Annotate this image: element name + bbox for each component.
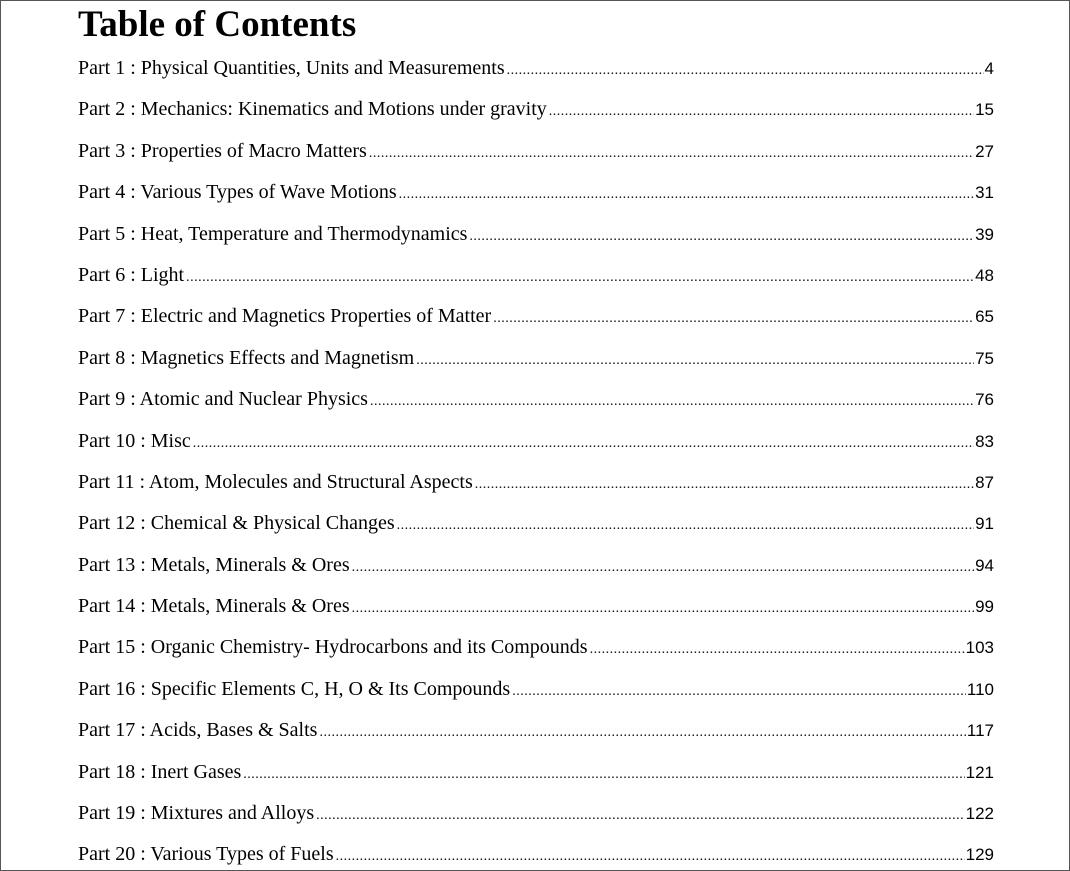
toc-page-number: 87 — [975, 472, 994, 492]
toc-entry-label: Part 9 : Atomic and Nuclear Physics — [78, 388, 368, 411]
toc-dot-leader — [369, 139, 974, 169]
toc-dot-leader — [549, 97, 974, 127]
toc-entry[interactable] — [78, 177, 994, 218]
toc-page-number: 121 — [965, 762, 994, 782]
toc-entry-label: Part 8 : Magnetics Effects and Magnetism — [78, 346, 415, 369]
toc-page-number: 65 — [975, 307, 994, 327]
toc-entry[interactable] — [78, 508, 994, 549]
toc-entry-label: Part 19 : Mixtures and Alloys — [78, 802, 315, 825]
toc-page-number: 31 — [975, 183, 994, 203]
toc-dot-leader — [370, 387, 974, 417]
toc-page-number: 91 — [975, 514, 994, 534]
toc-page-number: 103 — [965, 638, 994, 658]
toc-page-number: 117 — [966, 721, 994, 741]
toc-entry-label: Part 11 : Atom, Molecules and Structural Aspects — [78, 470, 473, 493]
toc-dot-leader — [319, 718, 965, 748]
toc-dot-leader — [243, 760, 964, 790]
toc-dot-leader — [316, 801, 965, 831]
toc-entry[interactable] — [78, 632, 994, 673]
toc-entry-label: Part 17 : Acids, Bases & Salts — [78, 719, 318, 742]
toc-title: Table of Contents — [78, 4, 357, 45]
toc-entry[interactable] — [78, 839, 994, 871]
toc-dot-leader — [399, 180, 974, 210]
toc-dot-leader — [193, 429, 974, 459]
toc-entry[interactable] — [78, 301, 994, 342]
toc-entry-label: Part 16 : Specific Elements C, H, O & Its Compounds — [78, 677, 511, 700]
toc-dot-leader — [186, 263, 974, 293]
toc-entry[interactable] — [78, 53, 994, 94]
toc-entry-label: Part 10 : Misc — [78, 429, 191, 452]
toc-entry[interactable] — [78, 260, 994, 301]
toc-page-number: 27 — [975, 141, 994, 161]
toc-entry[interactable] — [78, 426, 994, 467]
toc-page-number: 83 — [975, 431, 994, 451]
toc-page-number: 39 — [975, 224, 994, 244]
toc-dot-leader — [493, 304, 974, 334]
toc-entry[interactable] — [78, 591, 994, 632]
toc-page-number: 48 — [975, 265, 994, 285]
toc-entry-label: Part 2 : Mechanics: Kinematics and Motions under gravity — [78, 98, 547, 121]
toc-page-number: 15 — [975, 100, 994, 120]
toc-entry[interactable] — [78, 674, 994, 715]
toc-entry[interactable] — [78, 219, 994, 260]
toc-entry-label: Part 12 : Chemical & Physical Changes — [78, 512, 395, 535]
toc-page-number: 122 — [965, 804, 994, 824]
toc-dot-leader — [336, 842, 965, 871]
toc-page-number: 4 — [984, 59, 994, 78]
toc-page-number: 129 — [965, 845, 994, 865]
toc-entry[interactable] — [78, 136, 994, 177]
toc-entry-label: Part 1 : Physical Quantities, Units and Measurements — [78, 57, 505, 79]
toc-entry[interactable] — [78, 550, 994, 591]
toc-page-number: 94 — [975, 555, 994, 575]
toc-entry-label: Part 5 : Heat, Temperature and Thermodynamics — [78, 222, 468, 245]
toc-page-number: 76 — [975, 390, 994, 410]
toc-entry-label: Part 3 : Properties of Macro Matters — [78, 139, 367, 162]
toc-entry-label: Part 18 : Inert Gases — [78, 760, 242, 783]
toc-page-number: 75 — [975, 348, 994, 368]
toc-dot-leader — [507, 56, 984, 86]
toc-page-number: 99 — [975, 597, 994, 617]
toc-entry-label: Part 7 : Electric and Magnetics Properties of Matter — [78, 305, 492, 328]
toc-entry[interactable] — [78, 715, 994, 756]
toc-dot-leader — [397, 511, 974, 541]
toc-entry[interactable] — [78, 343, 994, 384]
toc-entry-label: Part 20 : Various Types of Fuels — [78, 843, 334, 866]
toc-dot-leader — [469, 222, 974, 252]
toc-entry[interactable] — [78, 94, 994, 135]
toc-entry[interactable] — [78, 798, 994, 839]
toc-entry[interactable] — [78, 384, 994, 425]
toc-entry-label: Part 6 : Light — [78, 263, 185, 286]
toc-list — [78, 53, 994, 871]
toc-dot-leader — [590, 635, 965, 665]
toc-dot-leader — [416, 346, 974, 376]
toc-dot-leader — [352, 553, 974, 583]
toc-entry-label: Part 13 : Metals, Minerals & Ores — [78, 553, 350, 576]
toc-dot-leader — [512, 677, 966, 707]
toc-dot-leader — [352, 594, 974, 624]
toc-entry-label: Part 15 : Organic Chemistry- Hydrocarbons and its Compounds — [78, 636, 588, 659]
toc-entry[interactable] — [78, 757, 994, 798]
toc-entry-label: Part 14 : Metals, Minerals & Ores — [78, 595, 350, 618]
toc-dot-leader — [475, 470, 974, 500]
toc-entry-label: Part 4 : Various Types of Wave Motions — [78, 181, 397, 204]
toc-entry[interactable] — [78, 467, 994, 508]
toc-page-number: 110 — [966, 679, 994, 699]
